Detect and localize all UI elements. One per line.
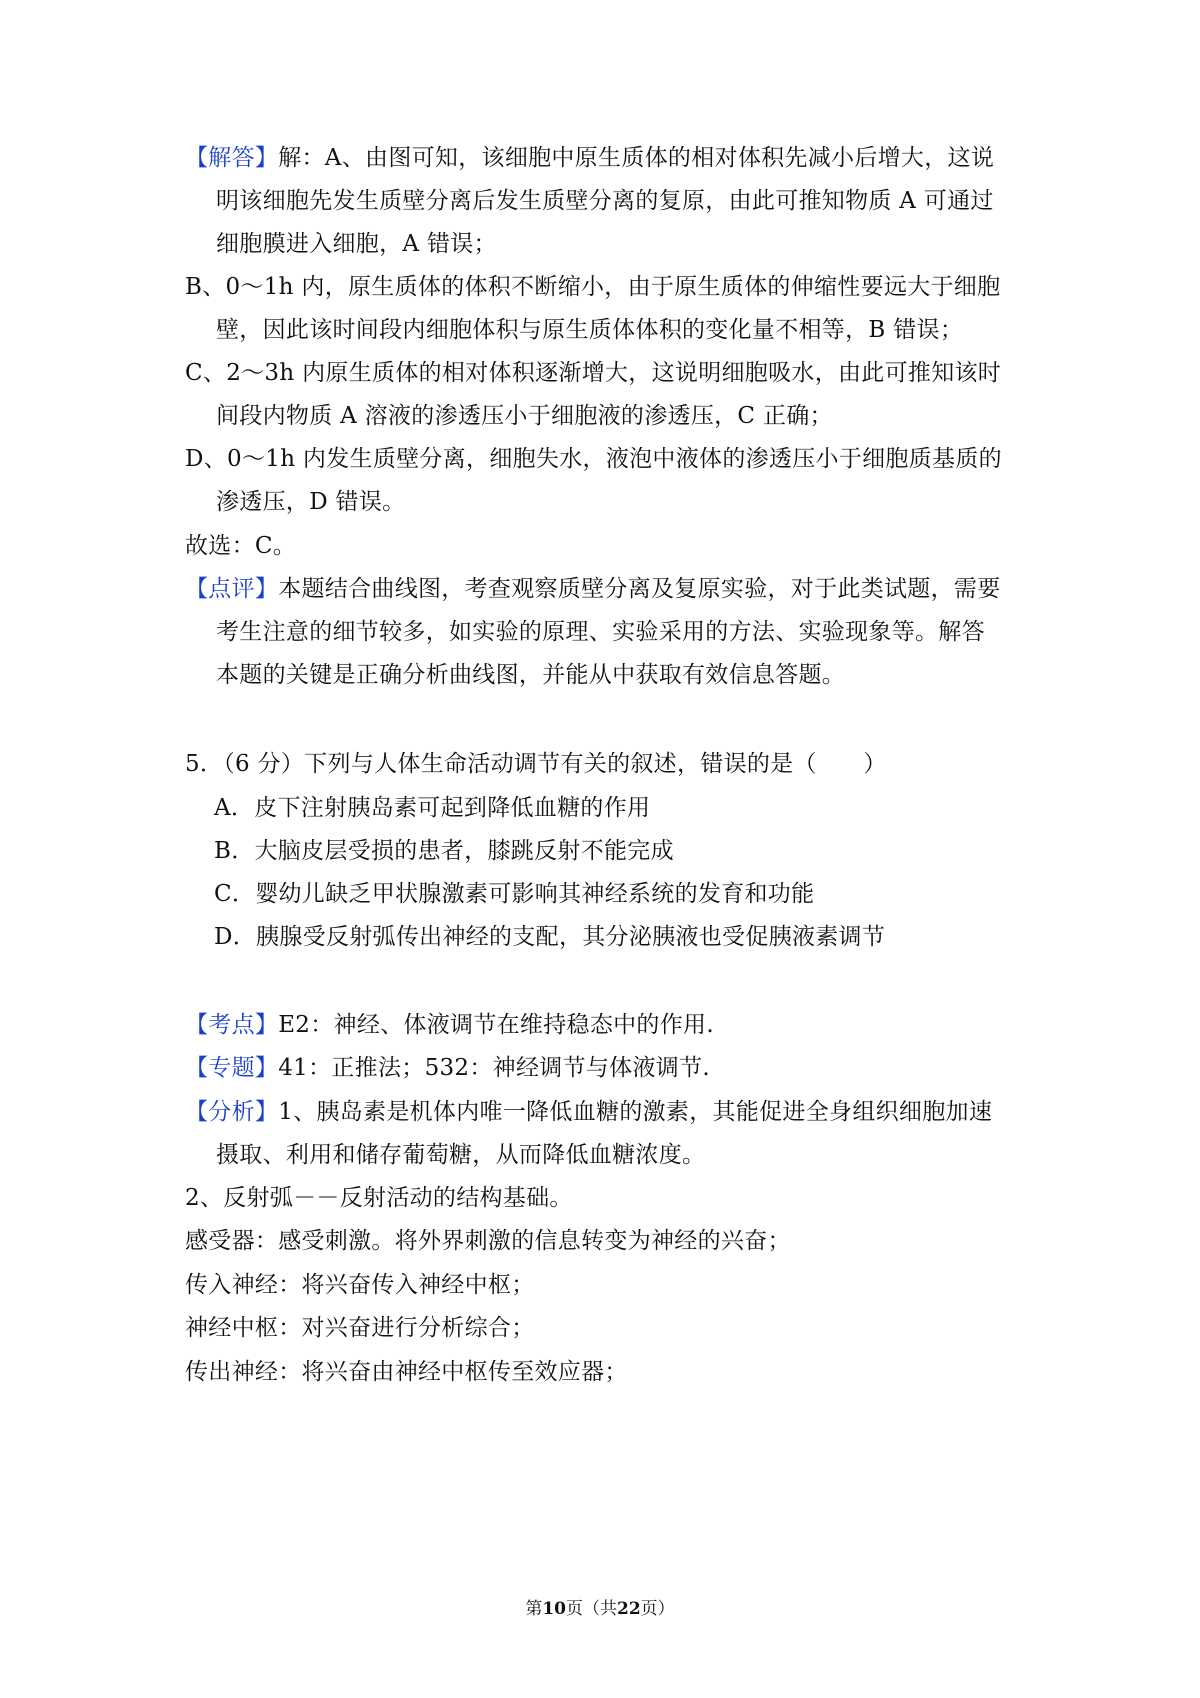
analysis-line-1: 【分析】1、胰岛素是机体内唯一降低血糖的激素，其能促进全身组织细胞加速: [185, 1099, 993, 1125]
comment-line-2: 考生注意的细节较多，如实验的原理、实验采用的方法、实验现象等。解答: [216, 619, 985, 645]
answer-line-3: 细胞膜进入细胞，A 错误；: [216, 231, 497, 257]
question-5-option-a: A．皮下注射胰岛素可起到降低血糖的作用: [214, 795, 651, 821]
kaodian-tag: 【考点】: [185, 1012, 279, 1038]
analysis-tag: 【分析】: [185, 1099, 279, 1125]
question-5-option-d: D．胰腺受反射弧传出神经的支配，其分泌胰液也受促胰液素调节: [214, 924, 886, 950]
answer-d-line-1: D、0～1h 内发生质壁分离，细胞失水，液泡中液体的渗透压小于细胞质基质的: [185, 446, 1002, 472]
analysis-line-4: 感受器：感受刺激。将外界刺激的信息转变为神经的兴奋；: [185, 1228, 791, 1254]
analysis-line-6: 神经中枢：对兴奋进行分析综合；: [185, 1315, 535, 1341]
analysis-line-7: 传出神经：将兴奋由神经中枢传至效应器；: [185, 1359, 628, 1385]
analysis-line-2: 摄取、利用和储存葡萄糖，从而降低血糖浓度。: [216, 1142, 706, 1168]
page-footer: 第10页（共22页）: [525, 1599, 675, 1619]
comment-line-3: 本题的关键是正确分析曲线图，并能从中获取有效信息答题。: [216, 662, 846, 688]
answer-b-line-1: B、0～1h 内，原生质体的体积不断缩小，由于原生质体的伸缩性要远大于细胞: [185, 274, 1001, 300]
answer-line-2: 明该细胞先发生质壁分离后发生质壁分离的复原，由此可推知物质 A 可通过: [216, 188, 994, 214]
page-number: 10: [542, 1599, 566, 1619]
answer-c-line-2: 间段内物质 A 溶液的渗透压小于细胞液的渗透压，C 正确；: [216, 403, 833, 429]
answer-line-1: 【解答】解：A、由图可知，该细胞中原生质体的相对体积先减小后增大，这说: [185, 145, 995, 171]
question-5-option-c: C．婴幼儿缺乏甲状腺激素可影响其神经系统的发育和功能: [214, 881, 815, 907]
zhuanti-line: 【专题】41：正推法；532：神经调节与体液调节.: [185, 1055, 710, 1081]
kaodian-line: 【考点】E2：神经、体液调节在维持稳态中的作用.: [185, 1012, 714, 1038]
comment-line-1: 【点评】本题结合曲线图，考查观察质壁分离及复原实验，对于此类试题，需要: [185, 576, 1001, 602]
answer-d-line-2: 渗透压，D 错误。: [216, 489, 406, 515]
comment-tag: 【点评】: [185, 576, 279, 602]
analysis-line-5: 传入神经：将兴奋传入神经中枢；: [185, 1272, 535, 1298]
question-5-stem: 5．（6 分）下列与人体生命活动调节有关的叙述，错误的是（ ）: [185, 751, 887, 777]
answer-b-line-2: 壁，因此该时间段内细胞体积与原生质体体积的变化量不相等，B 错误；: [216, 317, 964, 343]
page-total: 22: [617, 1599, 641, 1619]
question-5-option-b: B．大脑皮层受损的患者，膝跳反射不能完成: [214, 838, 674, 864]
answer-c-line-1: C、2～3h 内原生质体的相对体积逐渐增大，这说明细胞吸水，由此可推知该时: [185, 360, 1002, 386]
answer-conclusion: 故选：C。: [185, 533, 297, 559]
zhuanti-tag: 【专题】: [185, 1055, 279, 1081]
answer-tag: 【解答】: [185, 145, 279, 171]
analysis-line-3: 2、反射弧－－反射活动的结构基础。: [185, 1185, 573, 1211]
